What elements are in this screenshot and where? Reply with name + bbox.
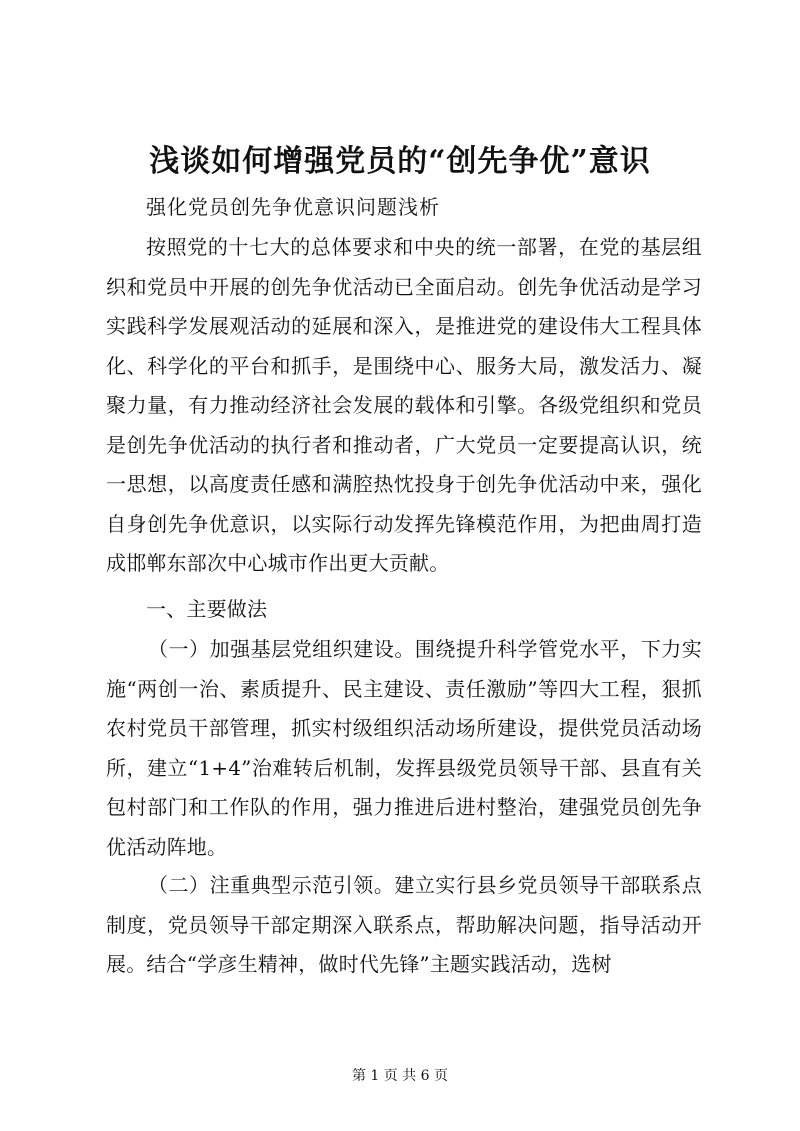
document-subtitle: 强化党员创先争优意识问题浅析 [146, 195, 440, 219]
body-paragraph: （一）加强基层党组织建设。围绕提升科学管党水平，下力实施“两创一治、素质提升、民主建设、责任激励”等四大工程，狠抓农村党员干部管理，抓实村级组织活动场所建设，提供党员活动场所，建立“1+4”治难转后机制，发挥县级党员领导干部、县直有关包村部门和工作队的作用，强力推进后进村整治，建强党员创先争优活动阵地。 [106, 637, 702, 859]
body-paragraph: （二）注重典型示范引领。建立实行县乡党员领导干部联系点制度，党员领导干部定期深入联系点，帮助解决问题，指导活动开展。结合“学彦生精神，做时代先锋”主题实践活动，选树 [106, 873, 702, 976]
intro-paragraph: 按照党的十七大的总体要求和中央的统一部署，在党的基层组织和党员中开展的创先争优活动已全面启动。创先争优活动是学习实践科学发展观活动的延展和深入，是推进党的建设伟大工程具体化、科学化的平台和抓手，是围绕中心、服务大局，激发活力、凝聚力量，有力推动经济社会发展的载体和引擎。各级党组织和党员是创先争优活动的执行者和推动者，广大党员一定要提高认识，统一思想，以高度责任感和满腔热忱投身于创先争优活动中来，强化自身创先争优意识，以实际行动发挥先锋模范作用，为把曲周打造成邯郸东部次中心城市作出更大贡献。 [106, 235, 702, 575]
document-title: 浅谈如何增强党员的“创先争优”意识 [149, 144, 651, 179]
page-footer: 第 1 页 共 6 页 [351, 1068, 449, 1084]
section-heading: 一、主要做法 [146, 597, 268, 621]
